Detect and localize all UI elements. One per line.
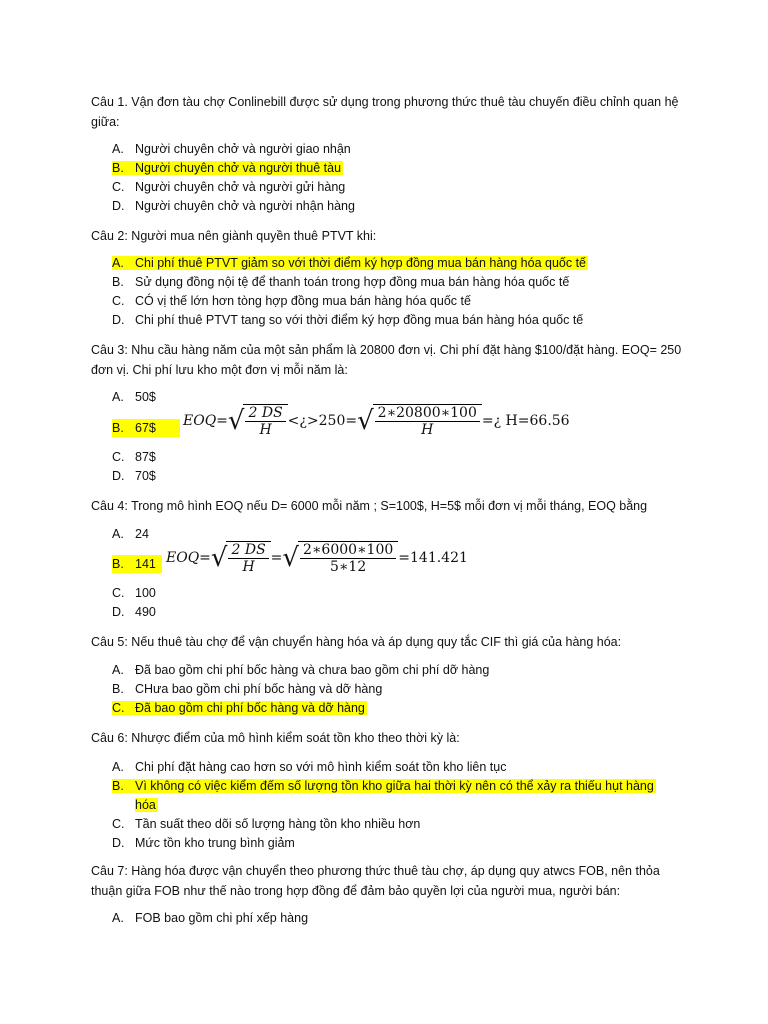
q3-formula-mid: <¿>250= (287, 413, 358, 429)
sqrt-symbol: √ $\frac{2∗6000∗100}{5∗12}$ (282, 541, 398, 575)
q4-formula-rhs: =141.421 (398, 550, 468, 566)
q3-formula (183, 404, 570, 438)
q4-frac1-num: 2 DS (228, 542, 268, 559)
q4-formula-eq: = (270, 550, 283, 566)
question-7-text: Câu 7: Hàng hóa được vận chuyển theo phương thức thuê tàu chợ, áp dụng quy atwcs FOB, nên thỏa thuận giữa FOB như thế nào trong hợp đồng để đảm bảo quyền lợi của người mua, người bán: (91, 864, 660, 898)
q6-option-a[interactable]: A. Chi phí đặt hàng cao hơn so với mô hình kiểm soát tồn kho liên tục (112, 760, 507, 774)
q6-option-b-continuation[interactable]: hóa (135, 798, 156, 812)
q2-option-c[interactable]: C. CÓ vị thế lớn hơn tòng hợp đồng mua bán hàng hóa quốc tế (112, 294, 471, 308)
q3-option-c[interactable]: C. 87$ (112, 450, 156, 464)
q3-frac2-num: 2∗20800∗100 (375, 405, 480, 422)
q6-option-b[interactable]: B. Vì không có việc kiểm đếm số lượng tồn kho giữa hai thời kỳ nên có thể xảy ra thiếu hụt hàng (112, 779, 654, 793)
q2-option-b[interactable]: B. Sử dụng đồng nội tệ để thanh toán trong hợp đồng mua bán hàng hóa quốc tế (112, 275, 570, 289)
q5-option-a[interactable]: A. Đã bao gồm chi phí bốc hàng và chưa bao gồm chi phí dỡ hàng (112, 663, 490, 677)
sqrt-symbol: √ $\frac{2 DS}{H}$ (211, 541, 271, 575)
q6-option-d[interactable]: D. Mức tồn kho trung bình giảm (112, 836, 295, 850)
question-2-text: Câu 2: Người mua nên giành quyền thuê PTVT khi: (91, 229, 377, 243)
q3-formula-rhs: =¿ H=66.56 (481, 413, 570, 429)
q4-frac2-den: 5∗12 (330, 559, 367, 575)
sqrt-symbol: √ $\frac{2 DS}{H}$ (228, 404, 288, 438)
q2-option-a[interactable]: A. Chi phí thuê PTVT giảm so với thời điểm ký hợp đồng mua bán hàng hóa quốc tế (112, 256, 587, 270)
q3-formula-lhs: EOQ= (183, 413, 228, 429)
q3-option-b[interactable]: B. 67$ (112, 419, 180, 437)
question-5-text: Câu 5: Nếu thuê tàu chợ để vận chuyển hàng hóa và áp dụng quy tắc CIF thì giá của hàng hóa: (91, 635, 622, 649)
q5-option-c[interactable]: C. Đã bao gồm chi phí bốc hàng và dỡ hàng (112, 701, 365, 715)
q3-frac2-den: H (421, 422, 434, 438)
q7-option-a[interactable]: A. FOB bao gồm chi phí xếp hàng (112, 911, 309, 925)
q6-option-c[interactable]: C. Tần suất theo dõi số lượng hàng tồn kho nhiều hơn (112, 817, 421, 831)
q2-option-d[interactable]: D. Chi phí thuê PTVT tang so với thời điểm ký hợp đồng mua bán hàng hóa quốc tế (112, 313, 584, 327)
question-4-text: Câu 4: Trong mô hình EOQ nếu D= 6000 mỗi năm ; S=100$, H=5$ mỗi đơn vị mỗi tháng, EOQ bằng (91, 499, 648, 513)
q4-option-a[interactable]: A. 24 (112, 527, 149, 541)
q1-option-b[interactable]: B. Người chuyên chở và người thuê tàu (112, 161, 342, 175)
q4-frac2-num: 2∗6000∗100 (300, 542, 396, 559)
q4-formula-lhs: EOQ= (166, 550, 211, 566)
q4-option-d[interactable]: D. 490 (112, 605, 156, 619)
question-6-text: Câu 6: Nhược điểm của mô hình kiểm soát tồn kho theo thời kỳ là: (91, 731, 460, 745)
q5-option-b[interactable]: B. CHưa bao gồm chi phí bốc hàng và dỡ hàng (112, 682, 383, 696)
q4-option-b[interactable]: B. 141 (112, 555, 162, 573)
q3-option-d[interactable]: D. 70$ (112, 469, 156, 483)
q1-option-a[interactable]: A. Người chuyên chở và người giao nhận (112, 142, 351, 156)
q1-option-c[interactable]: C. Người chuyên chở và người gửi hàng (112, 180, 346, 194)
sqrt-symbol: √ $\frac{2∗20800∗100}{H}$ (357, 404, 482, 438)
q4-frac1-den: H (242, 559, 255, 575)
q3-option-a[interactable]: A. 50$ (112, 390, 156, 404)
q4-option-c[interactable]: C. 100 (112, 586, 156, 600)
question-1-text: Câu 1. Vận đơn tàu chợ Conlinebill được sử dụng trong phương thức thuê tàu chuyến điều chỉnh quan hệ giữa: (91, 95, 679, 129)
q3-frac1-den: H (259, 422, 272, 438)
question-3-text: Câu 3: Nhu cầu hàng năm của một sản phẩm là 20800 đơn vị. Chi phí đặt hàng $100/đặt hàng. EOQ= 250 đơn vị. Chi phí lưu kho một đơn vị mỗi năm là: (91, 343, 682, 377)
q4-formula (166, 541, 468, 575)
q1-option-d[interactable]: D. Người chuyên chở và người nhận hàng (112, 199, 355, 213)
q3-frac1-num: 2 DS (245, 405, 285, 422)
